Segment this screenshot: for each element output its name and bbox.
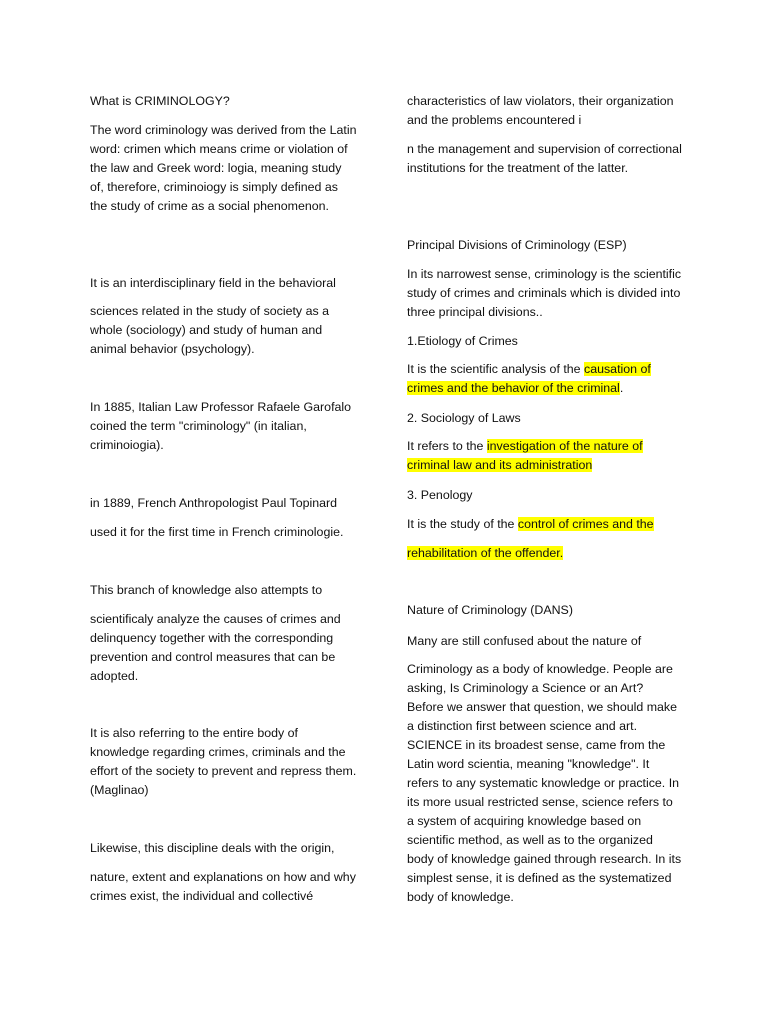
heading-sociology-of-laws: 2. Sociology of Laws	[407, 411, 521, 425]
etiology-period: .	[619, 381, 624, 395]
paragraph-penology-definition	[407, 515, 683, 534]
heading-principal-divisions: Principal Divisions of Criminology (ESP)	[407, 238, 627, 252]
sociology-highlight: investigation of the nature of criminal law and its administration	[407, 439, 643, 472]
paragraph-topinard-usage: used it for the first time in French criminologie.	[90, 525, 344, 539]
paragraph-science-or-art: Criminology as a body of knowledge. People are asking, Is Criminology a Science or an Art? Before we answer that question, we should make a distinction first between science and art. SCIENCE in its broadest sense, came from the Latin word scientia, meaning "knowledge". It refers to any systematic knowledge or practice. In its more usual restricted sense, science refers to a system of acquiring knowledge based on scientific method, as well as to the organized body of knowledge gained through research. In its simplest sense, it is defined as the systematized body of knowledge.	[407, 662, 682, 904]
paragraph-likewise: Likewise, this discipline deals with the origin,	[90, 841, 335, 855]
paragraph-narrowest-sense: In its narrowest sense, criminology is the scientific study of crimes and criminals which is divided into three principal divisions..	[407, 267, 682, 319]
heading-penology: 3. Penology	[407, 488, 473, 502]
heading-nature-of-criminology: Nature of Criminology (DANS)	[407, 603, 573, 617]
paragraph-interdisciplinary: It is an interdisciplinary field in the behavioral	[90, 276, 336, 290]
paragraph-scientifically-analyze: scientificaly analyze the causes of crimes and delinquency together with the corresponding prevention and control measures that can be adopted.	[90, 612, 341, 683]
paragraph-body-of-knowledge: It is also referring to the entire body of knowledge regarding crimes, criminals and the effort of the society to prevent and repress them. (Maglinao)	[90, 726, 357, 797]
paragraph-1885: In 1885, Italian Law Professor Rafaele Garofalo coined the term "criminology" (in italian, criminoiogia).	[90, 400, 352, 452]
paragraph-confused: Many are still confused about the nature of	[407, 634, 642, 648]
penology-highlight: control of crimes and the	[517, 517, 654, 531]
heading-what-is-criminology: What is CRIMINOLOGY?	[90, 94, 230, 108]
paragraph-etiology-definition	[407, 360, 683, 398]
penology-highlight-continued: rehabilitation of the offender.	[407, 546, 564, 560]
paragraph-sociology-definition	[407, 437, 683, 475]
paragraph-nature-extent: nature, extent and explanations on how and why crimes exist, the individual and collectivé	[90, 870, 356, 903]
heading-etiology: 1.Etiology of Crimes	[407, 334, 518, 348]
etiology-text: It is the scientific analysis of the	[407, 362, 584, 376]
paragraph-branch: This branch of knowledge also attempts to	[90, 583, 323, 597]
paragraph-penology-continued	[407, 544, 683, 563]
paragraph-1889: in 1889, French Anthropologist Paul Topinard	[90, 496, 338, 510]
paragraph-definition: The word criminology was derived from the Latin word: crimen which means crime or violation of the law and Greek word: logia, meaning study of, therefore, criminoiogy is simply defined as the study of crime as a social phenomenon.	[90, 123, 357, 213]
penology-text: It is the study of the	[407, 517, 518, 531]
etiology-highlight: causation of crimes and the behavior of the criminal	[407, 362, 651, 395]
sociology-text: It refers to the	[407, 439, 487, 453]
paragraph-sciences: sciences related in the study of society as a whole (sociology) and study of human and animal behavior (psychology).	[90, 304, 329, 356]
paragraph-characteristics: characteristics of law violators, their organization and the problems encountered i	[407, 94, 674, 127]
paragraph-management: n the management and supervision of correctional institutions for the treatment of the latter.	[407, 142, 682, 175]
